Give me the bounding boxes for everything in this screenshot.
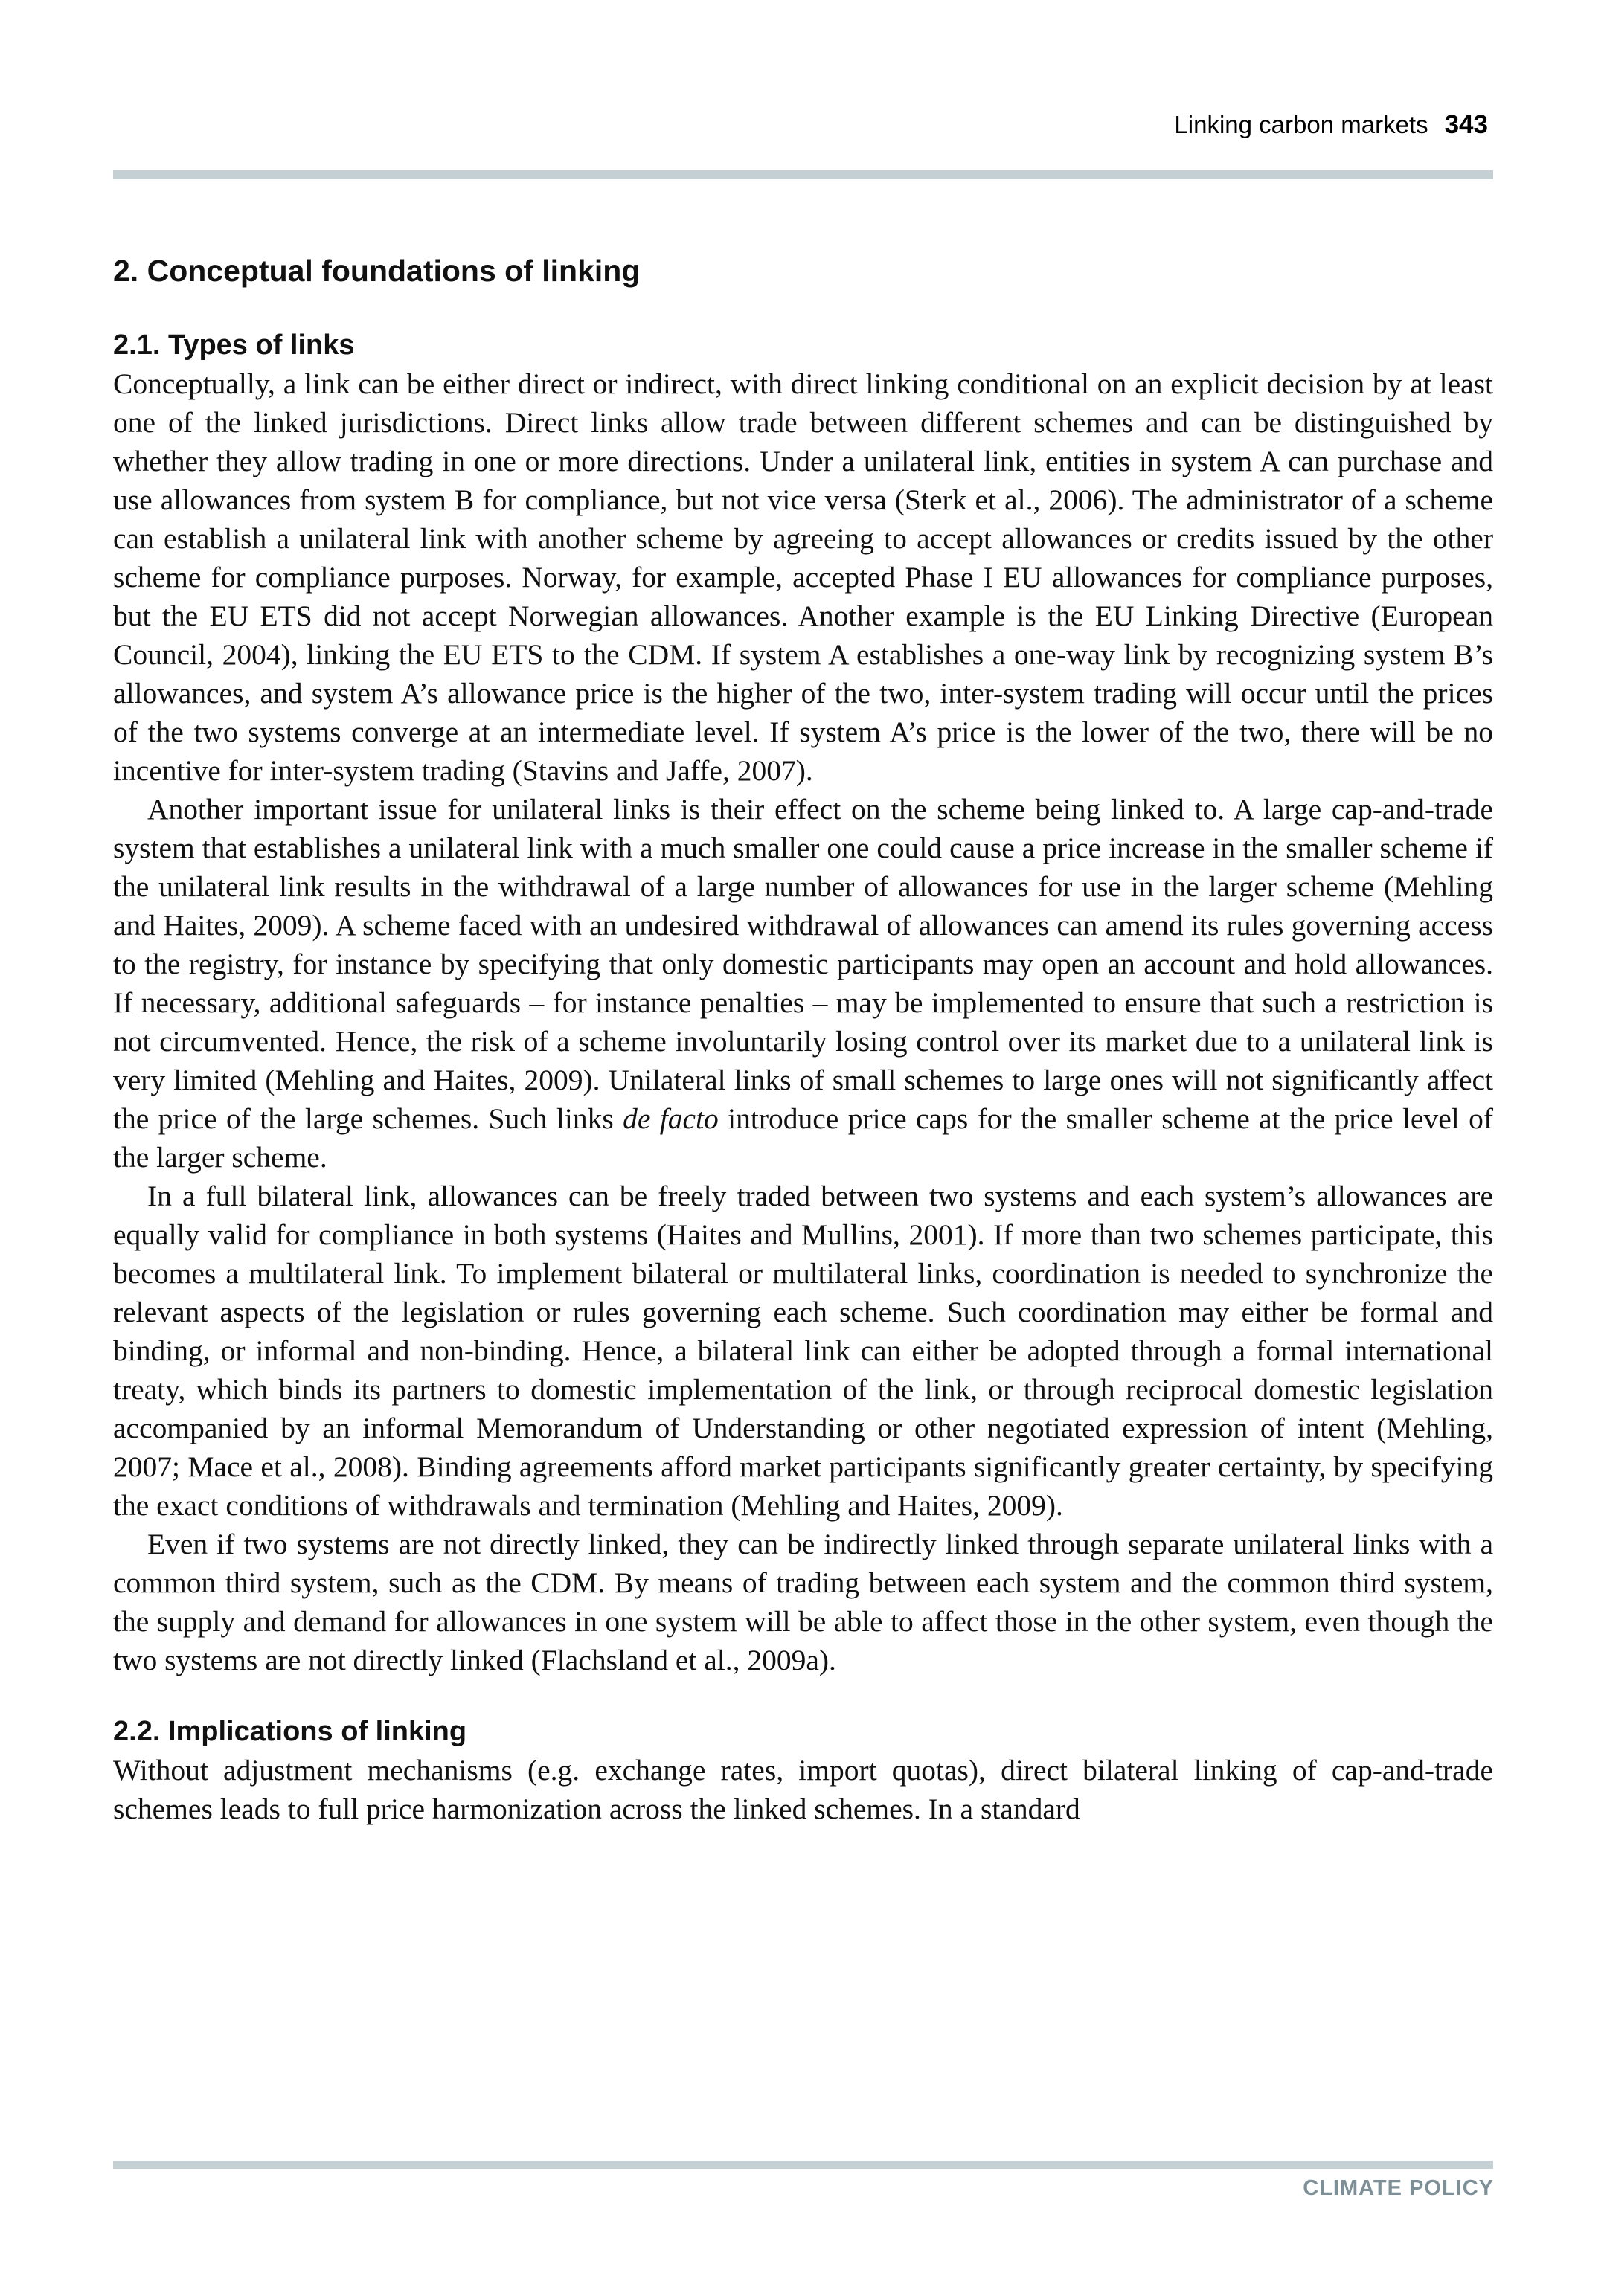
journal-name: CLIMATE POLICY [1303,2176,1494,2200]
subsection-heading-implications: 2.2. Implications of linking [113,1716,467,1747]
italic-term: de facto [623,1102,719,1135]
footer-rule [113,2161,1493,2169]
article-body [113,251,1493,1828]
running-header [1174,110,1488,140]
paragraph-text: Another important issue for unilateral links is their effect on the scheme being linked to. A large cap-and-trade system that establishes a unilateral link with a much smaller one could cause a price increase in the smaller scheme if the unilateral link results in the withdrawal of a large number of allowances for use in the larger scheme (Mehling and Haites, 2009). A scheme faced with an undesired withdrawal of allowances can amend its rules governing access to the registry, for instance by specifying that only domestic participants may open an account and hold allowances. If necessary, additional safeguards – for instance penalties – may be implemented to ensure that such a restriction is not circumvented. Hence, the risk of a scheme involuntarily losing control over its market due to a unilateral link is very limited (Mehling and Haites, 2009). Unilateral links of small schemes to large ones will not significantly affect the price of the large schemes. Such links [113,793,1493,1135]
paragraph: Without adjustment mechanisms (e.g. exchange rates, import quotas), direct bilateral linking of cap-and-trade schemes leads to full price harmonization across the linked schemes. In a standard [113,1754,1493,1825]
header-rule [113,170,1493,179]
paragraph: Conceptually, a link can be either direct or indirect, with direct linking conditional on an explicit decision by at least one of the linked jurisdictions. Direct links allow trade between different schemes and can be distinguished by whether they allow trading in one or more directions. Under a unilateral link, entities in system A can purchase and use allowances from system B for compliance, but not vice versa (Sterk et al., 2006). The administrator of a scheme can establish a unilateral link with another scheme by agreeing to accept allowances or credits issued by the other scheme for compliance purposes. Norway, for example, accepted Phase I EU allowances for compliance purposes, but the EU ETS did not accept Norwegian allowances. Another example is the EU Linking Directive (European Council, 2004), linking the EU ETS to the CDM. If system A establishes a one-way link by recognizing system B’s allowances, and system A’s allowance price is the higher of the two, inter-system trading will occur until the prices of the two systems converge at an intermediate level. If system A’s price is the lower of the two, there will be no incentive for inter-system trading (Stavins and Jaffe, 2007). [113,367,1493,787]
page-number: 343 [1444,110,1488,139]
running-title: Linking carbon markets [1174,111,1428,138]
paragraph [113,790,1493,1177]
section-heading: 2. Conceptual foundations of linking [113,254,641,288]
paragraph: In a full bilateral link, allowances can be freely traded between two systems and each system’s allowances are equally valid for compliance in both systems (Haites and Mullins, 2001). If more than two schemes participate, this becomes a multilateral link. To implement bilateral or multilateral links, coordination is needed to synchronize the relevant aspects of the legislation or rules governing each scheme. Such coordination may either be formal and binding, or informal and non-binding. Hence, a bilateral link can either be adopted through a formal international treaty, which binds its partners to domestic implementation of the link, or through reciprocal domestic legislation accompanied by an informal Memorandum of Understanding or other negotiated expression of intent (Mehling, 2007; Mace et al., 2008). Binding agreements afford market participants significantly greater certainty, by specifying the exact conditions of withdrawals and termination (Mehling and Haites, 2009). [113,1180,1493,1522]
paragraph-text: introduce price caps for the smaller scheme at the price level of the larger scheme. [113,1102,1494,1174]
paragraph: Even if two systems are not directly linked, they can be indirectly linked through separate unilateral links with a common third system, such as the CDM. By means of trading between each system and the common third system, the supply and demand for allowances in one system will be able to affect those in the other system, even though the two systems are not directly linked (Flachsland et al., 2009a). [113,1528,1493,1676]
subsection-heading-types-of-links: 2.1. Types of links [113,329,355,361]
